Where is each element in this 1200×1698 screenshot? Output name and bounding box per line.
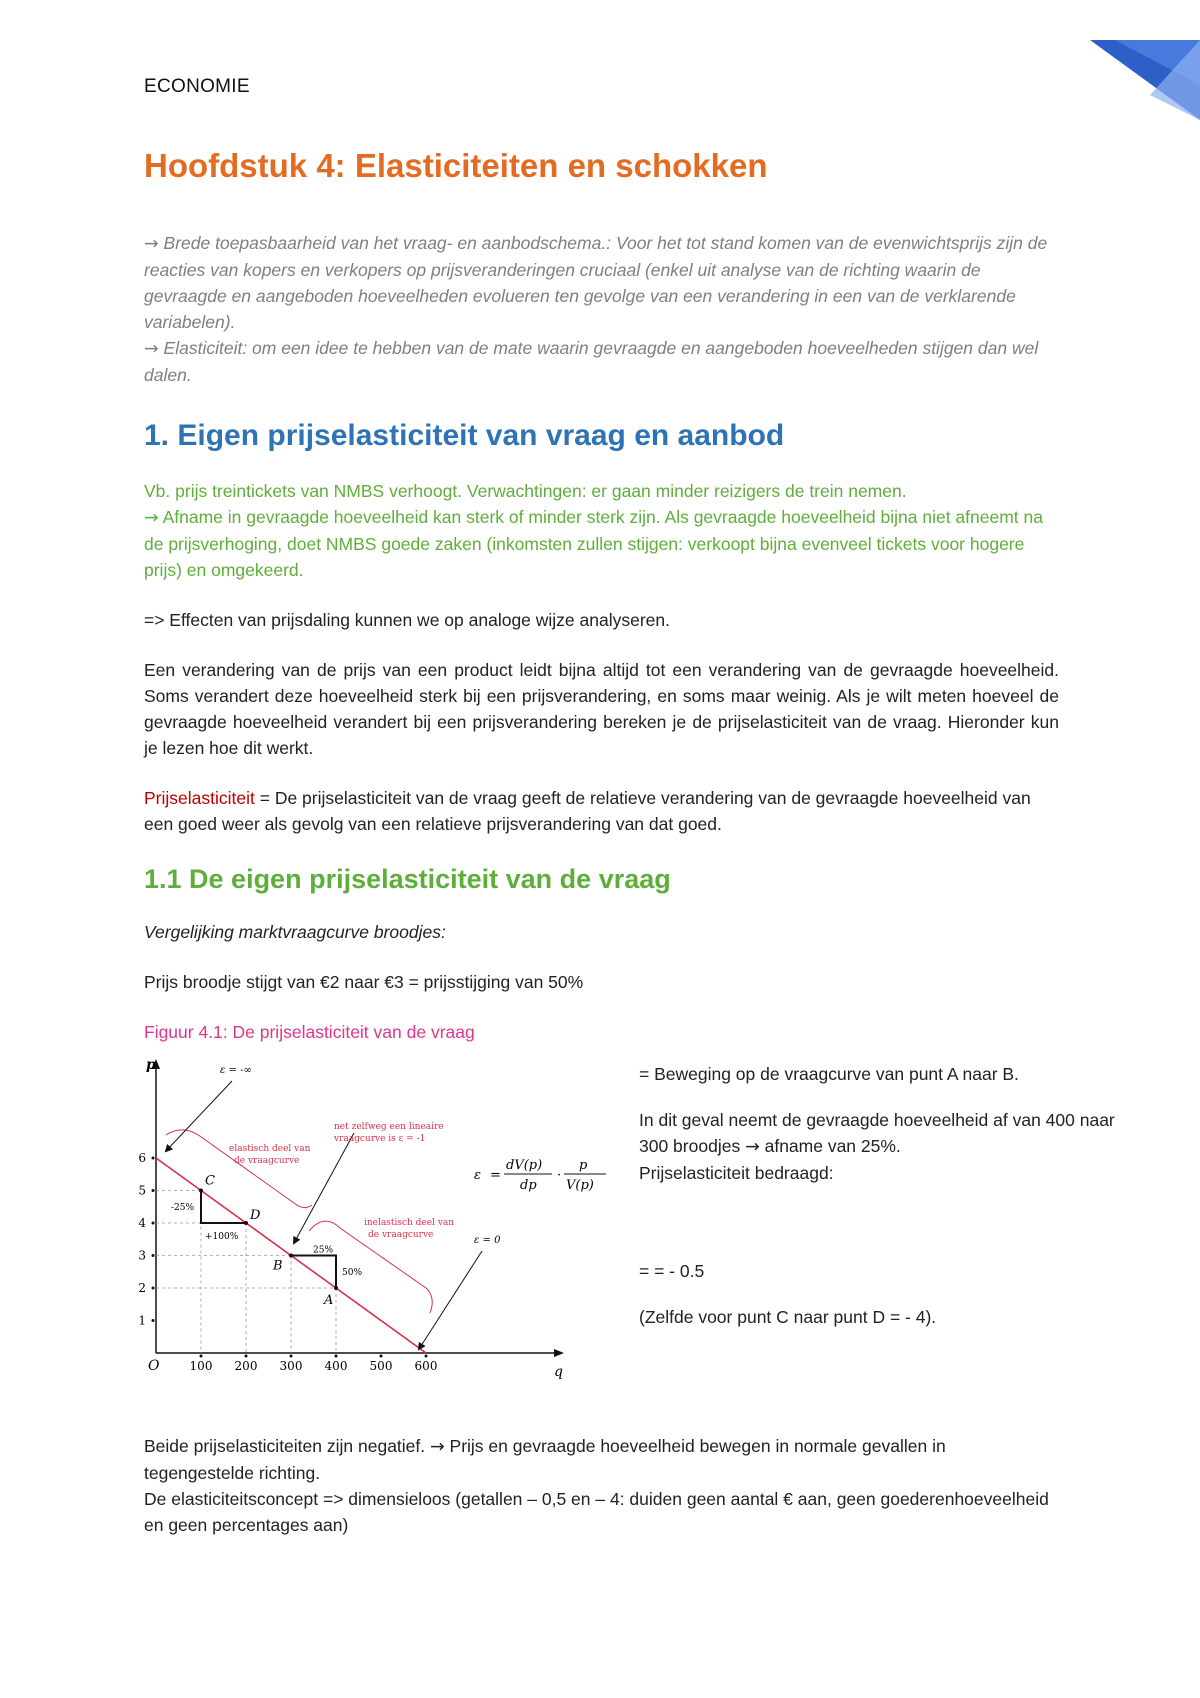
figure-block (138, 1053, 1115, 1413)
elasticity-formula (474, 1158, 606, 1193)
elastic-bracket (166, 1130, 312, 1208)
point-a-label: A (324, 1292, 334, 1308)
effects-text: => Effecten van prijsdaling kunnen we op analoge wijze analyseren. (144, 609, 670, 630)
change-triangles (171, 1190, 362, 1288)
svg-text:=: = (490, 1167, 501, 1183)
y-tick-label: 6 (138, 1150, 146, 1165)
x-tick-labels (190, 1354, 438, 1373)
example-block (144, 478, 1059, 583)
x-tick-label: 400 (324, 1358, 348, 1373)
y-tick-mark (152, 1221, 155, 1224)
example-line-1: Vb. prijs treintickets van NMBS verhoogt. Verwachtingen: er gaan minder reizigers de trein nemen. (144, 480, 907, 501)
point-b-mark (289, 1253, 293, 1257)
x-tick-mark (200, 1354, 203, 1357)
pct-label-plus100: +100% (205, 1231, 239, 1242)
y-tick-label: 2 (138, 1280, 146, 1295)
pct-label-25: 25% (313, 1245, 334, 1256)
conclusion-text-1b: Prijs en gevraagde hoeveelheid bewegen in normale gevallen in tegengestelde richting. (144, 1435, 946, 1483)
top-arrow (166, 1081, 232, 1151)
equation-label: Vergelijking marktvraagcurve broodjes: (144, 921, 446, 942)
conclusion-line-1 (144, 1433, 1059, 1486)
y-tick-labels (138, 1151, 154, 1328)
corner-decoration (1060, 0, 1200, 130)
formula-den1: dp (520, 1177, 537, 1193)
annotation-top: ε = -∞ (220, 1064, 252, 1076)
conclusion-text-1a: Beide prijselasticiteiten zijn negatief. (144, 1435, 430, 1456)
pct-label-50: 50% (342, 1267, 363, 1278)
conclusion-line-2: De elasticiteitsconcept => dimensieloos (getallen – 0,5 en – 4: duiden geen aantal € aan, geen goederenhoeveelheid en geen percentages aan) (144, 1488, 1049, 1535)
x-axis-arrow (554, 1349, 564, 1357)
pct-label-minus25: -25% (171, 1202, 195, 1213)
x-tick-mark (245, 1354, 248, 1357)
definition-text: = De prijselasticiteit van de vraag geeft de relatieve verandering van de gevraagde hoeveelheid van een goed weer als gevolg van een relatieve prijsverandering van dat goed. (144, 787, 1031, 834)
cd-note: (Zelfde voor punt C naar punt D = - 4). (639, 1306, 937, 1327)
x-tick-mark (290, 1354, 293, 1357)
arrow-icon: → (144, 507, 159, 528)
arrow-icon: → (144, 233, 159, 254)
x-tick-label: 600 (414, 1358, 438, 1373)
formula-den2: V(p) (566, 1177, 594, 1193)
x-tick-label: 200 (234, 1358, 258, 1373)
x-axis-label: q (554, 1363, 563, 1380)
decrease-text-b: afname van 25%. (759, 1135, 901, 1156)
elasticity-result: = = - 0.5 (639, 1260, 705, 1281)
intro-text-1: Brede toepasbaarheid van het vraag- en aanbodschema.: Voor het tot stand komen van de evenwichtsprijs zijn de reacties van kopers en verkopers op prijsveranderingen cruciaal (enkel uit analyse van de richting waarin de gevraagde en aangeboden hoeveelheden evolueren ten gevolge van een verandering in een van de verklarende variabelen). (144, 232, 1048, 332)
x-tick-mark (335, 1354, 338, 1357)
point-d-label: D (250, 1207, 261, 1223)
point-d-mark (244, 1221, 248, 1225)
elasticity-label: Prijselasticiteit bedraagd: (639, 1162, 834, 1183)
y-tick-mark (152, 1254, 155, 1257)
intro-block (144, 230, 1059, 388)
y-axis-label: p (146, 1056, 156, 1073)
decrease-text-a: In dit geval neemt de gevraagde hoeveelheid af van 400 naar 300 broodjes (639, 1109, 1115, 1156)
section-1-title: 1. Eigen prijselasticiteit van vraag en aanbod (144, 418, 785, 452)
svg-text:·: · (557, 1167, 562, 1183)
y-tick-mark (152, 1286, 155, 1289)
y-tick-label: 1 (138, 1313, 146, 1328)
formula-lhs: ε (474, 1167, 481, 1183)
annotation-elastic-2: de vraagcurve (234, 1155, 300, 1166)
arrow-icon: → (144, 338, 159, 359)
chapter-title: Hoofdstuk 4: Elasticiteiten en schokken (144, 147, 768, 184)
formula-num2: p (579, 1157, 588, 1173)
annotation-bottom: ε = 0 (474, 1234, 501, 1246)
y-tick-label: 3 (138, 1248, 146, 1263)
y-tick-mark (152, 1189, 155, 1192)
example-text-2: Afname in gevraagde hoeveelheid kan sterk of minder sterk zijn. Als gevraagde hoeveelheid bijna niet afneemt na de prijsverhoging, doet NMBS goede zaken (inkomsten zullen stijgen: verkoopt bijna evenveel tickets voor hogere prijs) en omgekeerd. (144, 506, 1043, 580)
explanation-paragraph: Een verandering van de prijs van een product leidt bijna altijd tot een verandering van de gevraagde hoeveelheid. Soms verandert deze hoeveelheid sterk bij een prijsverandering, en soms maar weinig. Als je wilt meten hoeveel de gevraagde hoeveelheid verandert bij een prijsverandering bereken je de prijselasticiteit van de vraag. Hieronder kun je lezen hoe dit werkt. (144, 659, 1059, 758)
point-a-mark (334, 1286, 338, 1290)
definition-term: Prijselasticiteit (144, 787, 255, 808)
point-b-label: B (273, 1258, 283, 1274)
intro-paragraph-2 (144, 335, 1059, 388)
origin-label: O (148, 1357, 160, 1374)
figure-explanation (639, 1061, 1119, 1330)
x-tick-mark (425, 1354, 428, 1357)
annotation-inelastic-1: inelastisch deel van (364, 1217, 455, 1228)
intro-text-2: Elasticiteit: om een idee te hebben van de mate waarin gevraagde en aangeboden hoeveelheden stijgen dan wel dalen. (144, 337, 1039, 385)
figure-caption: Figuur 4.1: De prijselasticiteit van de vraag (144, 1021, 475, 1042)
subsection-title: 1.1 De eigen prijselasticiteit van de vraag (144, 863, 671, 894)
x-tick-label: 500 (369, 1358, 393, 1373)
formula-num1: dV(p) (506, 1157, 543, 1173)
annotation-mid-1: net zelfweg een lineaire (334, 1121, 444, 1132)
running-header: ECONOMIE (144, 76, 250, 97)
y-tick-mark (152, 1156, 155, 1159)
document-body (138, 146, 1115, 1538)
definition-paragraph (144, 785, 1059, 837)
example-line-2 (144, 504, 1059, 583)
demand-curve-figure (138, 1053, 624, 1403)
decrease-text (639, 1107, 1119, 1160)
point-c-label: C (205, 1173, 215, 1189)
y-tick-label: 5 (138, 1183, 146, 1198)
arrow-icon: → (430, 1436, 445, 1457)
y-tick-label: 4 (138, 1215, 146, 1230)
x-tick-label: 300 (279, 1358, 303, 1373)
x-tick-mark (380, 1354, 383, 1357)
movement-text: = Beweging op de vraagcurve van punt A naar B. (639, 1063, 1019, 1084)
intro-paragraph-1 (144, 230, 1059, 335)
price-rise-text: Prijs broodje stijgt van €2 naar €3 = prijsstijging van 50% (144, 971, 584, 992)
x-tick-label: 100 (189, 1358, 213, 1373)
conclusion-block (144, 1433, 1059, 1538)
annotation-mid-2: vraagcurve is ε = -1 (334, 1133, 426, 1144)
y-tick-mark (152, 1319, 155, 1322)
annotation-inelastic-2: de vraagcurve (368, 1229, 434, 1240)
bottom-arrow (419, 1251, 482, 1349)
arrow-icon: → (745, 1136, 760, 1157)
annotation-elastic-1: elastisch deel van (229, 1143, 311, 1154)
point-c-mark (199, 1188, 203, 1192)
